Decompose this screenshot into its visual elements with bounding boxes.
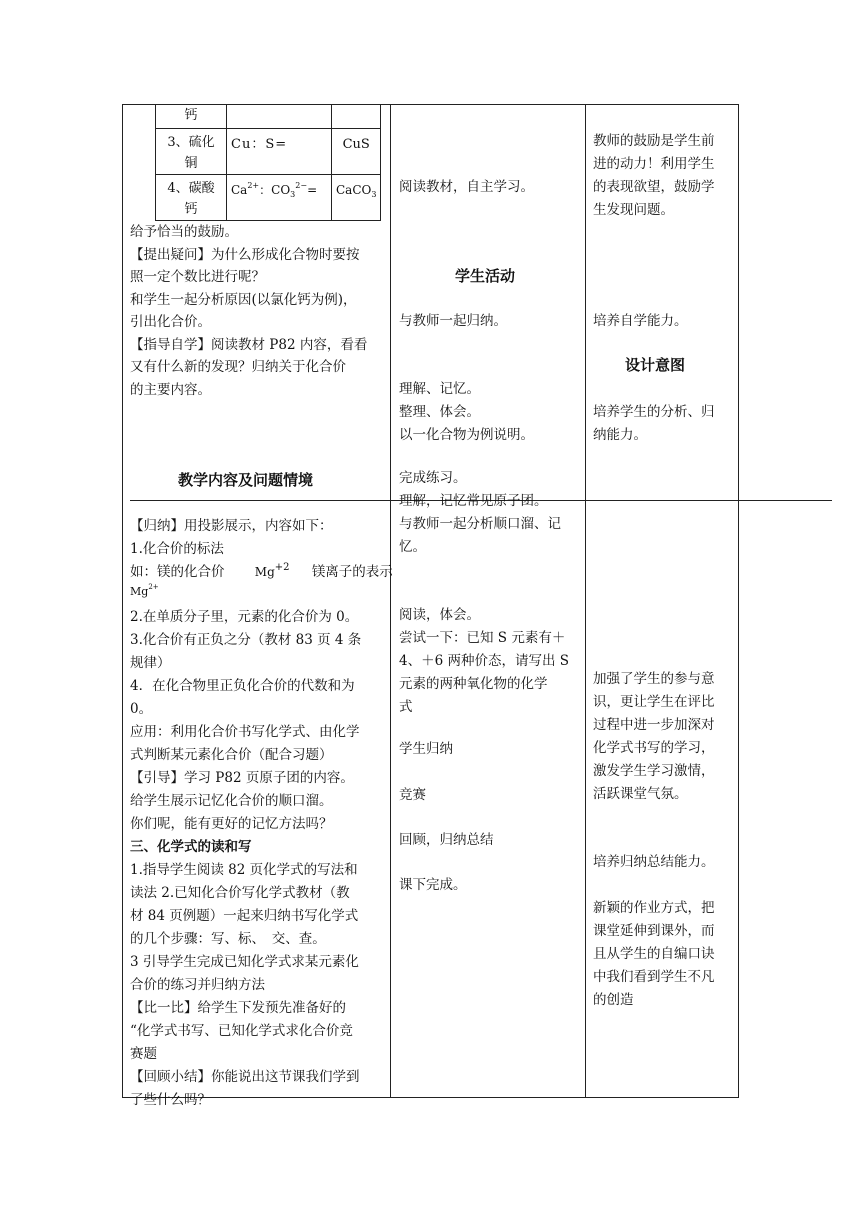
text-span: 如：镁的化合价: [130, 564, 225, 580]
text-line: 元素的两种氧化物的化学: [399, 676, 548, 692]
text-line: 应用：利用化合价书写化学式、由化学: [130, 724, 360, 740]
ion-text: =: [307, 183, 318, 197]
text-line: 理解，记忆常见原子团。: [399, 493, 548, 509]
ion-text: Ca: [231, 183, 248, 197]
text-line: 的几个步骤：写、标、 交、查。: [130, 931, 326, 947]
column-divider-1: [390, 104, 391, 1098]
column-divider-2: [585, 104, 586, 1098]
text-line: 竞赛: [399, 787, 426, 803]
text-line: 4．在化合物里正负化合价的代数和为: [130, 678, 355, 694]
text-line: 阅读，体会。: [399, 607, 480, 623]
text-line: 式判断某元素化合价（配合习题）: [130, 747, 333, 763]
text-line: 1.指导学生阅读 82 页化学式的写法和: [130, 862, 358, 878]
cell-name: [156, 175, 227, 221]
text-line: 【引导】学习 P82 页原子团的内容。: [130, 770, 354, 786]
table-row: [156, 129, 381, 175]
text-line: 与教师一起归纳。: [399, 313, 507, 329]
text-line: 中我们看到学生不凡: [593, 969, 715, 985]
text-line: 又有什么新的发现？归纳关于化合价: [130, 359, 346, 375]
text-line: 的主要内容。: [130, 381, 211, 398]
text-line: 和学生一起分析原因(以氯化钙为例)，: [130, 291, 357, 308]
text-line: 3 引导学生完成已知化学式求某元素化: [130, 954, 359, 970]
text-line: 培养归纳总结能力。: [593, 854, 715, 870]
text-line: 合价的练习并归纳方法: [130, 977, 265, 993]
text-line: 活跃课堂气氛。: [593, 786, 688, 802]
valence-mark: +2: [274, 562, 290, 573]
text-line: 的表现欲望，鼓励学: [593, 179, 715, 195]
left-top-text: [130, 221, 388, 401]
text-line: 0。: [130, 701, 153, 717]
formula-subscript: 3: [371, 190, 377, 199]
text-line: 且从学生的自编口诀: [593, 946, 715, 962]
text-line: 【比一比】给学生下发预先准备好的: [130, 1000, 346, 1016]
text-line: 引出化合价。: [130, 314, 211, 330]
valence-line: [130, 561, 393, 586]
cell-name: [156, 105, 227, 129]
text-line: 课堂延伸到课外，而: [593, 923, 715, 939]
cell-text: 3、硫化: [167, 135, 215, 150]
text-line: 材 84 页例题）一起来归纳书写化学式: [130, 908, 359, 924]
column-header-content: 教学内容及问题情境: [178, 471, 314, 489]
ion-charge: 2−: [295, 181, 308, 190]
table-bottom-border: [122, 1097, 739, 1098]
text-line: 加强了学生的参与意: [593, 671, 715, 687]
text-line: 理解、记忆。: [399, 381, 480, 397]
text-line: 过程中进一步加深对: [593, 717, 715, 733]
cell-formula: [332, 129, 381, 175]
text-line: 1.化合价的标法: [130, 541, 224, 557]
text-line: 【归纳】用投影展示，内容如下：: [130, 518, 333, 534]
cell-parts: [227, 105, 332, 129]
formula-mg: [254, 562, 290, 579]
text-line: 忆。: [399, 539, 426, 555]
text-line: 照一定个数比进行呢？: [130, 269, 265, 285]
formula-text: CaCO: [336, 183, 372, 197]
text-line: 式: [399, 699, 413, 715]
table-row: [156, 175, 381, 221]
text-line: 识，更让学生在评比: [593, 694, 715, 710]
text-line: 3.化合价有正负之分（教材 83 页 4 条: [130, 632, 362, 648]
table-row: [156, 105, 381, 129]
text-line: 生发现问题。: [593, 202, 674, 218]
ion-text: ：CO: [259, 183, 291, 197]
cell-formula: [332, 105, 381, 129]
ion-charge: 2+: [148, 583, 159, 591]
text-line: 以一化合物为例说明。: [399, 427, 534, 443]
text-line: 2.在单质分子里，元素的化合价为 0。: [130, 609, 359, 625]
cell-parts: [227, 129, 332, 175]
text-line: 尝试一下：已知 S 元素有＋: [399, 630, 566, 646]
column-header-activity: 学生活动: [455, 267, 516, 285]
text-line: 学生归纳: [399, 741, 453, 757]
text-line: 教师的鼓励是学生前: [593, 133, 715, 149]
text-line: 与教师一起分析顺口溜、记: [399, 516, 561, 532]
text-line: 了些什么吗？: [130, 1092, 211, 1108]
text-line: 纳能力。: [593, 427, 647, 443]
text-line: 整理、体会。: [399, 404, 480, 420]
text-line: 完成练习。: [399, 470, 467, 486]
cell-text: 铜: [184, 156, 198, 171]
text-line: 你们呢，能有更好的记忆方法吗？: [130, 816, 333, 832]
text-line: 化学式书写的学习，: [593, 740, 715, 756]
text-line: 【回顾小结】你能说出这节课我们学到: [130, 1069, 360, 1085]
text-line: 读法 2.已知化合价写化学式教材（教: [130, 885, 350, 901]
cell-text: 钙: [184, 108, 198, 123]
ion-subscript: 3: [290, 190, 296, 199]
cell-text: 4、碳酸: [167, 181, 215, 196]
cell-text: Cu：S=: [231, 137, 288, 152]
text-line: 进的动力！利用学生: [593, 156, 715, 172]
ion-line: [130, 585, 159, 598]
text-line: 培养自学能力。: [593, 313, 688, 329]
text-line: 激发学生学习激情，: [593, 763, 715, 779]
text-line: 【指导自学】阅读教材 P82 内容，看看: [130, 336, 368, 353]
text-line: 给学生展示记忆化合价的顺口溜。: [130, 793, 333, 809]
text-line: 培养学生的分析、归: [593, 404, 715, 420]
formula-table: [155, 104, 381, 221]
text-line: 赛题: [130, 1046, 157, 1062]
text-line: 4、＋6 两种价态，请写出 S: [399, 653, 570, 669]
cell-text: 钙: [184, 202, 198, 217]
text-line: 新颖的作业方式，把: [593, 900, 715, 916]
formula-text: Mg: [254, 565, 275, 579]
table-left-border: [122, 104, 123, 1098]
text-line: 规律）: [130, 655, 171, 671]
cell-parts: [227, 175, 332, 221]
text-line: 的创造: [593, 992, 634, 1008]
formula-text: Mg: [130, 585, 149, 598]
text-line: 回顾，归纳总结: [399, 832, 494, 848]
cell-name: [156, 129, 227, 175]
text-span: 镁离子的表示: [311, 564, 393, 580]
cell-text: CuS: [342, 137, 370, 152]
text-line: 给予恰当的鼓励。: [130, 224, 238, 240]
table-right-border: [738, 104, 739, 1098]
cell-formula: [332, 175, 381, 221]
text-line: “化学式书写、已知化学式求化合价竞: [130, 1023, 353, 1039]
section-heading: 三、化学式的读和写: [130, 839, 252, 855]
text-line: 课下完成。: [399, 877, 467, 893]
column-header-intent: 设计意图: [625, 356, 686, 374]
text-line: 【提出疑问】为什么形成化合物时要按: [130, 246, 360, 263]
ion-charge: 2+: [247, 181, 260, 190]
text-line: 阅读教材，自主学习。: [399, 179, 534, 195]
